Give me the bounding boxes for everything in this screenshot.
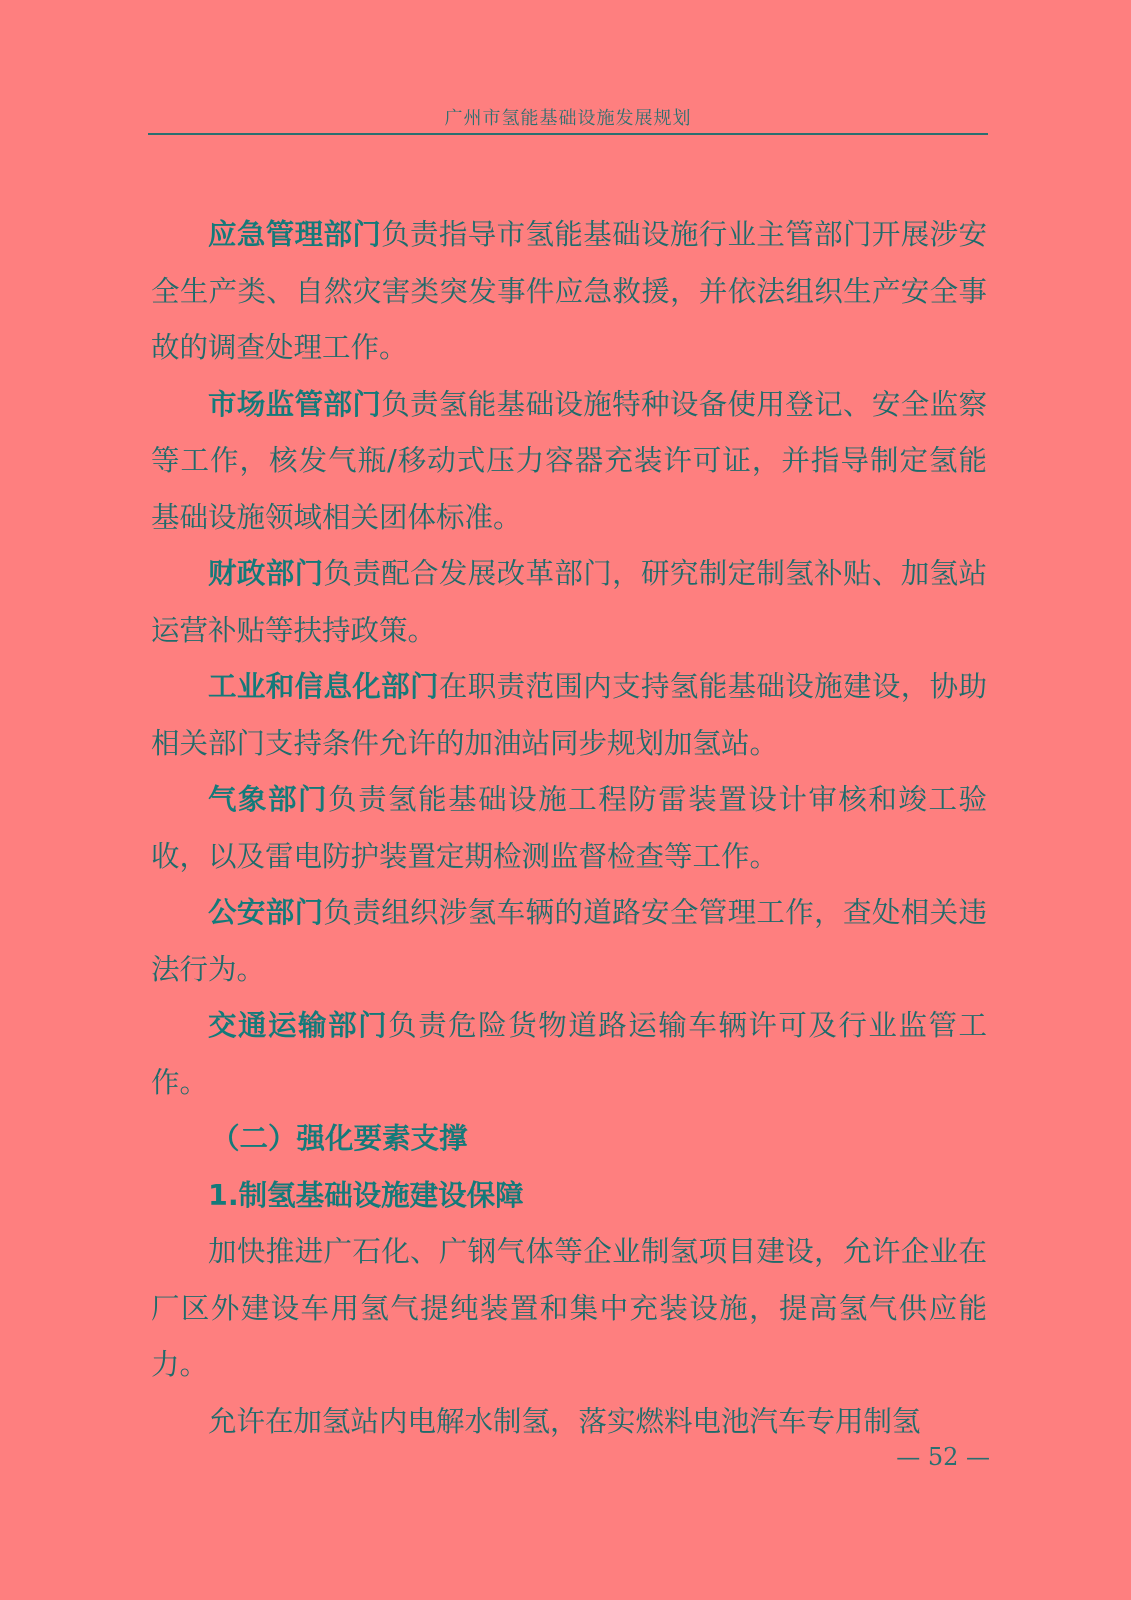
paragraph-market-supervision	[151, 377, 987, 547]
paragraph-text: 在职责范围内支持氢能基础设施建设，协助相关部门支持条件允许的加油站同步规划加氢站。	[151, 670, 987, 760]
paragraph-text: 负责组织涉氢车辆的道路安全管理工作，查处相关违法行为。	[151, 896, 987, 986]
paragraph-finance	[151, 546, 987, 659]
body-paragraph: 允许在加氢站内电解水制氢，落实燃料电池汽车专用制氢	[208, 1404, 921, 1438]
paragraph-text: 负责氢能基础设施工程防雷装置设计审核和竣工验收，以及雷电防护装置定期检测监督检查等工作。	[151, 783, 987, 873]
paragraph-text: 负责危险货物道路运输车辆许可及行业监管工作。	[151, 1009, 987, 1099]
body-paragraph: 加快推进广石化、广钢气体等企业制氢项目建设，允许企业在厂区外建设车用氢气提纯装置和集中充装设施，提高氢气供应能力。	[151, 1235, 987, 1381]
paragraph-text: 负责氢能基础设施特种设备使用登记、安全监察等工作，核发气瓶/移动式压力容器充装许可证，并指导制定氢能基础设施领域相关团体标准。	[151, 387, 987, 534]
paragraph-public-security	[151, 885, 987, 998]
subsection-heading: 1.制氢基础设施建设保障	[208, 1178, 524, 1212]
paragraph-lead: 应急管理部门	[208, 218, 382, 251]
page-number: — 52 —	[896, 1443, 990, 1471]
paragraph-meteorology	[151, 772, 987, 885]
paragraph-lead: 财政部门	[208, 557, 324, 590]
header-divider	[148, 133, 988, 135]
paragraph-lead: 工业和信息化部门	[208, 670, 439, 703]
paragraph-emergency-management	[151, 207, 987, 377]
paragraph-lead: 气象部门	[208, 783, 329, 816]
paragraph-text: 负责指导市氢能基础设施行业主管部门开展涉安全生产类、自然灾害类突发事件应急救援，并依法组织生产安全事故的调查处理工作。	[151, 218, 987, 364]
paragraph-text: 负责配合发展改革部门，研究制定制氢补贴、加氢站运营补贴等扶持政策。	[151, 557, 987, 647]
paragraph-transportation	[151, 998, 987, 1111]
paragraph-industry-it	[151, 659, 987, 772]
page-body	[151, 207, 987, 1450]
paragraph-lead: 交通运输部门	[208, 1009, 389, 1042]
section-heading: （二）强化要素支撑	[211, 1122, 468, 1155]
paragraph-lead: 市场监管部门	[208, 387, 382, 421]
paragraph-lead: 公安部门	[208, 896, 324, 929]
running-header-title: 广州市氢能基础设施发展规划	[444, 108, 692, 129]
